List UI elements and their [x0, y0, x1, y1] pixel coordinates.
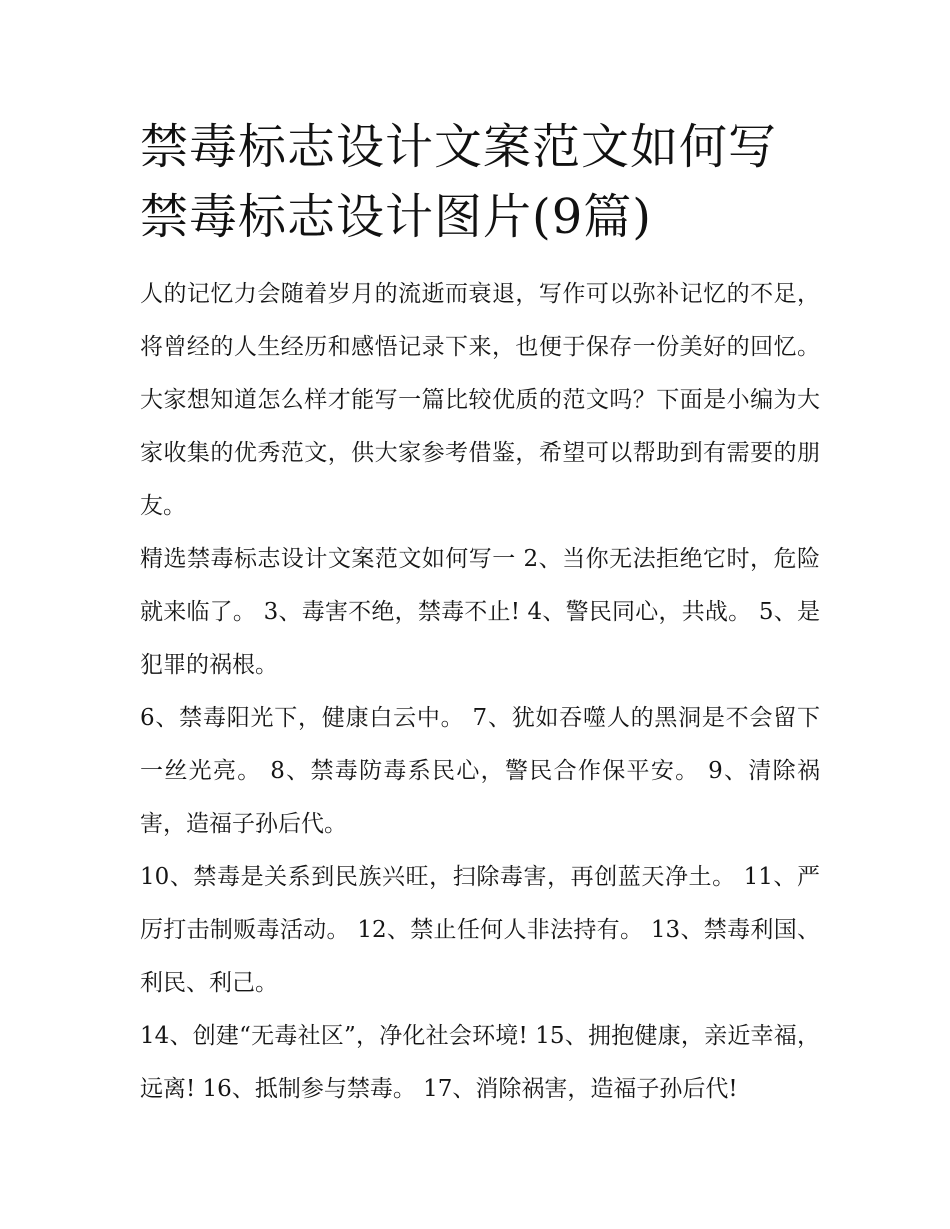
title-line-1: 禁毒标志设计文案范文如何写	[140, 119, 778, 175]
slogan-paragraph-4: 14、创建“无毒社区”，净化社会环境! 15、拥抱健康，亲近幸福，远离! 16、抵制参与禁毒。 17、消除祸害，造福子孙后代!	[140, 1023, 820, 1102]
intro-paragraph: 人的记忆力会随着岁月的流逝而衰退，写作可以弥补记忆的不足，将曾经的人生经历和感悟记录下来，也便于保存一份美好的回忆。大家想知道怎么样才能写一篇比较优质的范文吗？下面是小编为大家收集的优秀范文，供大家参考借鉴，希望可以帮助到有需要的朋友。	[140, 281, 820, 519]
slogan-paragraph-2: 6、禁毒阳光下，健康白云中。 7、犹如吞噬人的黑洞是不会留下一丝光亮。 8、禁毒防毒系民心，警民合作保平安。 9、清除祸害，造福子孙后代。	[140, 705, 820, 837]
document-title	[140, 112, 820, 252]
slogan-paragraph-1: 精选禁毒标志设计文案范文如何写一 2、当你无法拒绝它时，危险就来临了。 3、毒害不绝，禁毒不止! 4、警民同心，共战。 5、是犯罪的祸根。	[140, 546, 820, 678]
title-line-2: 禁毒标志设计图片(9篇)	[140, 189, 652, 245]
slogan-paragraph-3: 10、禁毒是关系到民族兴旺，扫除毒害，再创蓝天净土。 11、严厉打击制贩毒活动。 12、禁止任何人非法持有。 13、禁毒利国、利民、利己。	[140, 864, 820, 996]
document-content	[140, 112, 820, 1116]
